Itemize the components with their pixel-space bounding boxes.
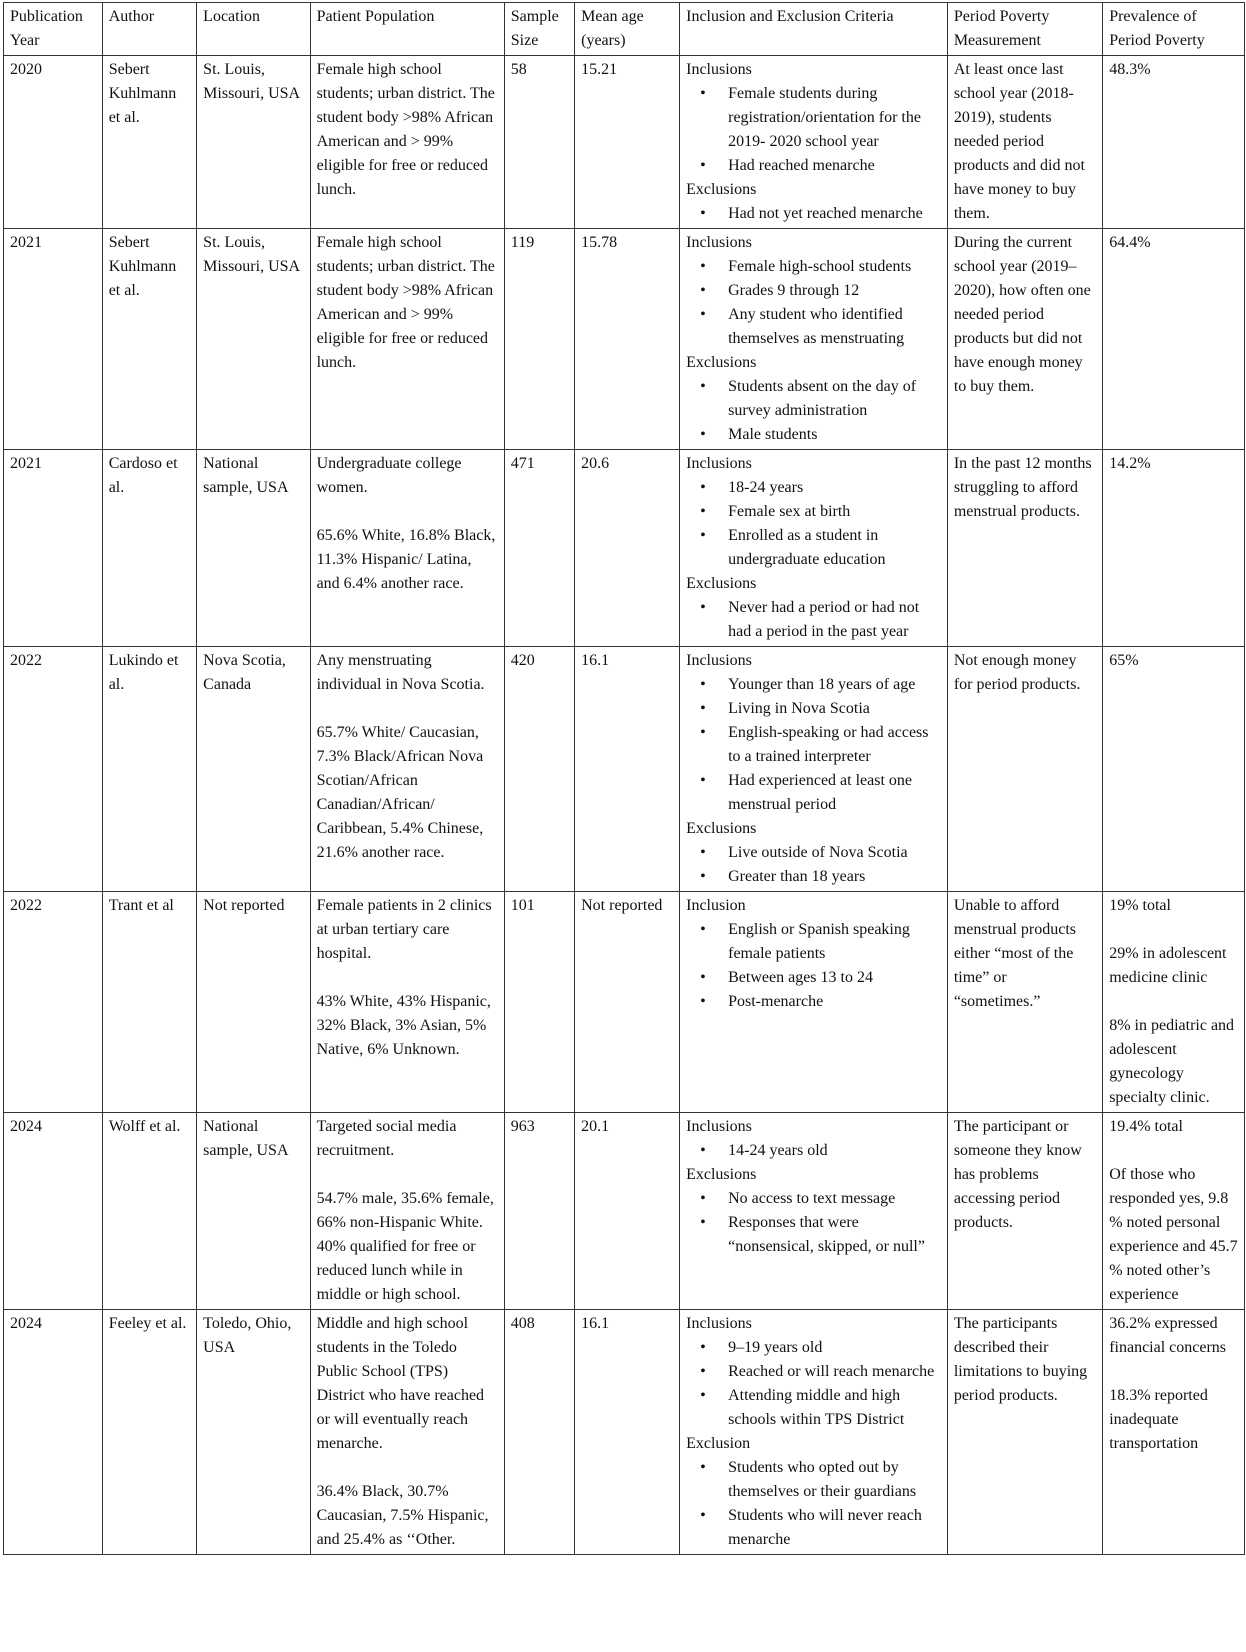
criteria-list (686, 255, 941, 351)
cell-prevalence (1103, 892, 1245, 1113)
cell-population-paragraph: 65.7% White/ Caucasian, 7.3% Black/African Nova Scotian/African Canadian/African/ Caribbean, 5.4% Chinese, 21.6% another race. (316, 724, 484, 861)
criteria-heading: Inclusions (686, 455, 752, 472)
cell-sample-size: 963 (504, 1113, 574, 1310)
cell-author: Trant et al (102, 892, 196, 1113)
cell-prevalence (1103, 647, 1245, 892)
criteria-item: • No access to text message (728, 1187, 941, 1211)
criteria-item: • 18-24 years (728, 476, 941, 500)
criteria-item: • Younger than 18 years of age (728, 673, 941, 697)
criteria-item: • Between ages 13 to 24 (728, 966, 941, 990)
criteria-item: • Students who opted out by themselves or their guardians (728, 1456, 941, 1504)
criteria-item: • English-speaking or had access to a trained interpreter (728, 721, 941, 769)
cell-location: St. Louis, Missouri, USA (197, 56, 310, 229)
cell-criteria (680, 1113, 948, 1310)
criteria-list (686, 918, 941, 1014)
criteria-item: • Female sex at birth (728, 500, 941, 524)
cell-year: 2020 (4, 56, 103, 229)
criteria-list (686, 202, 941, 226)
criteria-item: • Grades 9 through 12 (728, 279, 941, 303)
criteria-item: • Had reached menarche (728, 154, 941, 178)
cell-location: Not reported (197, 892, 310, 1113)
cell-population-paragraph: 65.6% White, 16.8% Black, 11.3% Hispanic/ Latina, and 6.4% another race. (316, 527, 496, 592)
criteria-item: • Post-menarche (728, 990, 941, 1014)
cell-population (310, 56, 504, 229)
cell-criteria (680, 56, 948, 229)
criteria-item: • Living in Nova Scotia (728, 697, 941, 721)
cell-location: Nova Scotia, Canada (197, 647, 310, 892)
cell-prevalence (1103, 1310, 1245, 1555)
criteria-heading: Exclusions (686, 354, 757, 371)
cell-mean-age: 15.78 (575, 229, 680, 450)
cell-mean-age: Not reported (575, 892, 680, 1113)
criteria-heading: Exclusions (686, 575, 757, 592)
cell-prevalence-paragraph: 29% in adolescent medicine clinic (1109, 945, 1227, 986)
cell-prevalence (1103, 56, 1245, 229)
criteria-item: • Students who will never reach menarche (728, 1504, 941, 1552)
literature-table (3, 2, 1245, 1555)
cell-prevalence-paragraph: 14.2% (1109, 455, 1151, 472)
header-criteria: Inclusion and Exclusion Criteria (680, 3, 948, 56)
criteria-heading: Inclusions (686, 652, 752, 669)
cell-prevalence-paragraph: Of those who responded yes, 9.8 % noted personal experience and 45.7 % noted other’s experience (1109, 1166, 1238, 1303)
criteria-item: • Had experienced at least one menstrual period (728, 769, 941, 817)
cell-author: Feeley et al. (102, 1310, 196, 1555)
cell-prevalence (1103, 229, 1245, 450)
cell-location: National sample, USA (197, 1113, 310, 1310)
table-row (4, 892, 1245, 1113)
cell-population-paragraph: 36.4% Black, 30.7% Caucasian, 7.5% Hispanic, and 25.4% as ‘‘Other. (316, 1483, 489, 1548)
table-row (4, 647, 1245, 892)
table-body (4, 56, 1245, 1555)
criteria-item: • Attending middle and high schools within TPS District (728, 1384, 941, 1432)
cell-sample-size: 101 (504, 892, 574, 1113)
cell-prevalence-paragraph: 65% (1109, 652, 1139, 669)
cell-population-paragraph: Female high school students; urban district. The student body >98% African American and > 99% eligible for free or reduced lunch. (316, 61, 495, 198)
criteria-heading: Inclusion (686, 897, 746, 914)
table-row (4, 1113, 1245, 1310)
cell-sample-size: 58 (504, 56, 574, 229)
cell-author: Lukindo et al. (102, 647, 196, 892)
criteria-heading: Inclusions (686, 234, 752, 251)
cell-location: St. Louis, Missouri, USA (197, 229, 310, 450)
cell-criteria (680, 229, 948, 450)
cell-criteria (680, 892, 948, 1113)
cell-measurement: In the past 12 months struggling to afford menstrual products. (947, 450, 1102, 647)
criteria-item: • 9–19 years old (728, 1336, 941, 1360)
cell-criteria (680, 1310, 948, 1555)
cell-measurement: The participants described their limitations to buying period products. (947, 1310, 1102, 1555)
table-row (4, 56, 1245, 229)
table-row (4, 1310, 1245, 1555)
cell-sample-size: 119 (504, 229, 574, 450)
cell-population-paragraph: 43% White, 43% Hispanic, 32% Black, 3% Asian, 5% Native, 6% Unknown. (316, 993, 491, 1058)
cell-population (310, 229, 504, 450)
header-mean-age: Mean age (years) (575, 3, 680, 56)
cell-population-paragraph: Any menstruating individual in Nova Scotia. (316, 652, 485, 693)
cell-population-paragraph: 54.7% male, 35.6% female, 66% non-Hispanic White. 40% qualified for free or reduced lunch while in middle or high school. (316, 1190, 494, 1303)
header-publication-year: Publication Year (4, 3, 103, 56)
criteria-list (686, 1139, 941, 1163)
criteria-item: • Responses that were “nonsensical, skipped, or null” (728, 1211, 941, 1259)
cell-prevalence-paragraph: 64.4% (1109, 234, 1151, 251)
criteria-list (686, 1336, 941, 1432)
cell-location: Toledo, Ohio, USA (197, 1310, 310, 1555)
cell-population-paragraph: Middle and high school students in the Toledo Public School (TPS) District who have reached or will eventually reach menarche. (316, 1315, 485, 1452)
cell-population (310, 1113, 504, 1310)
cell-population-paragraph: Female high school students; urban district. The student body >98% African American and > 99% eligible for free or reduced lunch. (316, 234, 495, 371)
cell-mean-age: 20.6 (575, 450, 680, 647)
criteria-item: • English or Spanish speaking female patients (728, 918, 941, 966)
cell-sample-size: 471 (504, 450, 574, 647)
criteria-heading: Inclusions (686, 1118, 752, 1135)
cell-population-paragraph: Undergraduate college women. (316, 455, 462, 496)
cell-prevalence-paragraph: 48.3% (1109, 61, 1151, 78)
cell-prevalence-paragraph: 19.4% total (1109, 1118, 1183, 1135)
criteria-heading: Exclusions (686, 820, 757, 837)
cell-location: National sample, USA (197, 450, 310, 647)
cell-prevalence-paragraph: 8% in pediatric and adolescent gynecology specialty clinic. (1109, 1017, 1235, 1106)
criteria-heading: Exclusions (686, 1166, 757, 1183)
criteria-list (686, 476, 941, 572)
criteria-list (686, 841, 941, 889)
cell-population-paragraph: Targeted social media recruitment. (316, 1118, 457, 1159)
cell-year: 2021 (4, 229, 103, 450)
header-sample-size: Sample Size (504, 3, 574, 56)
cell-prevalence-paragraph: 19% total (1109, 897, 1171, 914)
criteria-list (686, 375, 941, 447)
criteria-item: • Never had a period or had not had a period in the past year (728, 596, 941, 644)
criteria-item: • Female high-school students (728, 255, 941, 279)
cell-mean-age: 20.1 (575, 1113, 680, 1310)
cell-criteria (680, 647, 948, 892)
cell-population (310, 450, 504, 647)
criteria-item: • Male students (728, 423, 941, 447)
cell-author: Cardoso et al. (102, 450, 196, 647)
cell-measurement: Not enough money for period products. (947, 647, 1102, 892)
criteria-list (686, 1187, 941, 1259)
criteria-heading: Exclusion (686, 1435, 751, 1452)
header-measurement: Period Poverty Measurement (947, 3, 1102, 56)
cell-sample-size: 420 (504, 647, 574, 892)
cell-population (310, 1310, 504, 1555)
cell-prevalence (1103, 450, 1245, 647)
cell-measurement: At least once last school year (2018-2019), students needed period products and did not have money to buy them. (947, 56, 1102, 229)
criteria-item: • Students absent on the day of survey administration (728, 375, 941, 423)
criteria-item: • Greater than 18 years (728, 865, 941, 889)
criteria-item: • 14-24 years old (728, 1139, 941, 1163)
criteria-list (686, 673, 941, 817)
cell-year: 2022 (4, 647, 103, 892)
cell-population (310, 892, 504, 1113)
criteria-list (686, 1456, 941, 1552)
criteria-heading: Inclusions (686, 1315, 752, 1332)
cell-measurement: During the current school year (2019–2020), how often one needed period products but did not have enough money to buy them. (947, 229, 1102, 450)
header-location: Location (197, 3, 310, 56)
header-prevalence: Prevalence of Period Poverty (1103, 3, 1245, 56)
cell-prevalence-paragraph: 18.3% reported inadequate transportation (1109, 1387, 1208, 1452)
cell-year: 2024 (4, 1310, 103, 1555)
criteria-item: • Enrolled as a student in undergraduate education (728, 524, 941, 572)
cell-author: Wolff et al. (102, 1113, 196, 1310)
cell-sample-size: 408 (504, 1310, 574, 1555)
cell-mean-age: 15.21 (575, 56, 680, 229)
cell-year: 2021 (4, 450, 103, 647)
header-row (4, 3, 1245, 56)
header-patient-population: Patient Population (310, 3, 504, 56)
cell-prevalence (1103, 1113, 1245, 1310)
cell-author: Sebert Kuhlmann et al. (102, 229, 196, 450)
criteria-item: • Female students during registration/orientation for the 2019- 2020 school year (728, 82, 941, 154)
criteria-item: • Any student who identified themselves as menstruating (728, 303, 941, 351)
criteria-heading: Exclusions (686, 181, 757, 198)
cell-measurement: The participant or someone they know has problems accessing period products. (947, 1113, 1102, 1310)
cell-population-paragraph: Female patients in 2 clinics at urban tertiary care hospital. (316, 897, 492, 962)
cell-author: Sebert Kuhlmann et al. (102, 56, 196, 229)
criteria-item: • Live outside of Nova Scotia (728, 841, 941, 865)
cell-measurement: Unable to afford menstrual products either “most of the time” or “sometimes.” (947, 892, 1102, 1113)
table-row (4, 450, 1245, 647)
table-row (4, 229, 1245, 450)
cell-year: 2024 (4, 1113, 103, 1310)
criteria-list (686, 596, 941, 644)
cell-year: 2022 (4, 892, 103, 1113)
criteria-heading: Inclusions (686, 61, 752, 78)
criteria-item: • Reached or will reach menarche (728, 1360, 941, 1384)
cell-mean-age: 16.1 (575, 1310, 680, 1555)
cell-population (310, 647, 504, 892)
criteria-list (686, 82, 941, 178)
cell-mean-age: 16.1 (575, 647, 680, 892)
criteria-item: • Had not yet reached menarche (728, 202, 941, 226)
cell-prevalence-paragraph: 36.2% expressed financial concerns (1109, 1315, 1227, 1356)
header-author: Author (102, 3, 196, 56)
cell-criteria (680, 450, 948, 647)
